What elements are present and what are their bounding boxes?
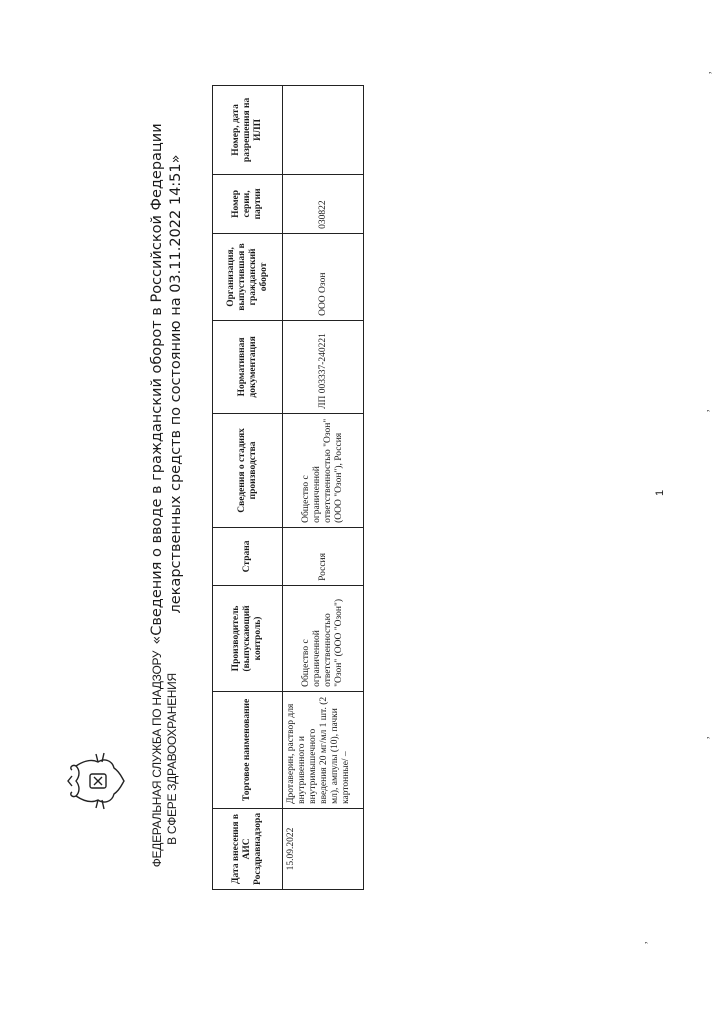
registry-table — [212, 85, 364, 890]
page-number: 1 — [654, 489, 666, 496]
column-header: Номер, дата разрешения на ИЛП — [213, 85, 283, 174]
permit-cell — [283, 85, 364, 174]
country-cell: Россия — [283, 527, 364, 585]
scan-mark: , — [702, 71, 713, 74]
column-header: Сведения о стадиях производства — [213, 413, 283, 527]
column-header: Нормативная документация — [213, 320, 283, 413]
batch-number-cell: 030822 — [283, 174, 364, 233]
column-header: Организация, выпустившая в гражданский оборот — [213, 233, 283, 320]
column-header: Производитель (выпускающий контроль) — [213, 585, 283, 691]
column-header: Дата внесения в АИС Росздравнадзора — [213, 808, 283, 889]
column-header: Торговое наименование — [213, 691, 283, 808]
issuing-organization-cell: ООО Озон — [283, 233, 364, 320]
column-header: Номер серии, партии — [213, 174, 283, 233]
regulatory-doc-cell: ЛП 003337-240221 — [283, 320, 364, 413]
agency-name — [150, 629, 180, 889]
table-header-row — [213, 85, 283, 889]
title-line-2: лекарственных средств по состоянию на 03.11.2022 14:51» — [168, 154, 184, 614]
agency-line-2: В СФЕРЕ ЗДРАВООХРАНЕНИЯ — [165, 673, 179, 845]
scan-mark: , — [700, 409, 711, 412]
title-line-1: «Сведения о вводе в гражданский оборот в Российской Федерации — [149, 123, 165, 645]
production-stages-cell: Общество с ограниченной ответственностью "Озон" (ООО "Озон"), Россия — [283, 413, 364, 527]
column-header: Страна — [213, 527, 283, 585]
trade-name-cell: Дротаверин, раствор для внутривенного и внутримышечного введения 20 мг/мл 1 шт. (2 мл), ампулы (10), пачки картонные/ – — [283, 691, 364, 808]
entry-date-cell: 15.09.2022 — [283, 808, 364, 889]
document-title — [148, 104, 186, 664]
table-row — [283, 85, 364, 889]
scan-mark: , — [700, 736, 711, 739]
manufacturer-cell: Общество с ограниченной ответственностью "Озон" (ООО "Озон") — [283, 585, 364, 691]
scan-mark: , — [638, 941, 649, 944]
agency-line-1: ФЕДЕРАЛЬНАЯ СЛУЖБА ПО НАДЗОРУ — [150, 650, 164, 868]
double-headed-eagle-emblem-icon — [66, 748, 132, 814]
